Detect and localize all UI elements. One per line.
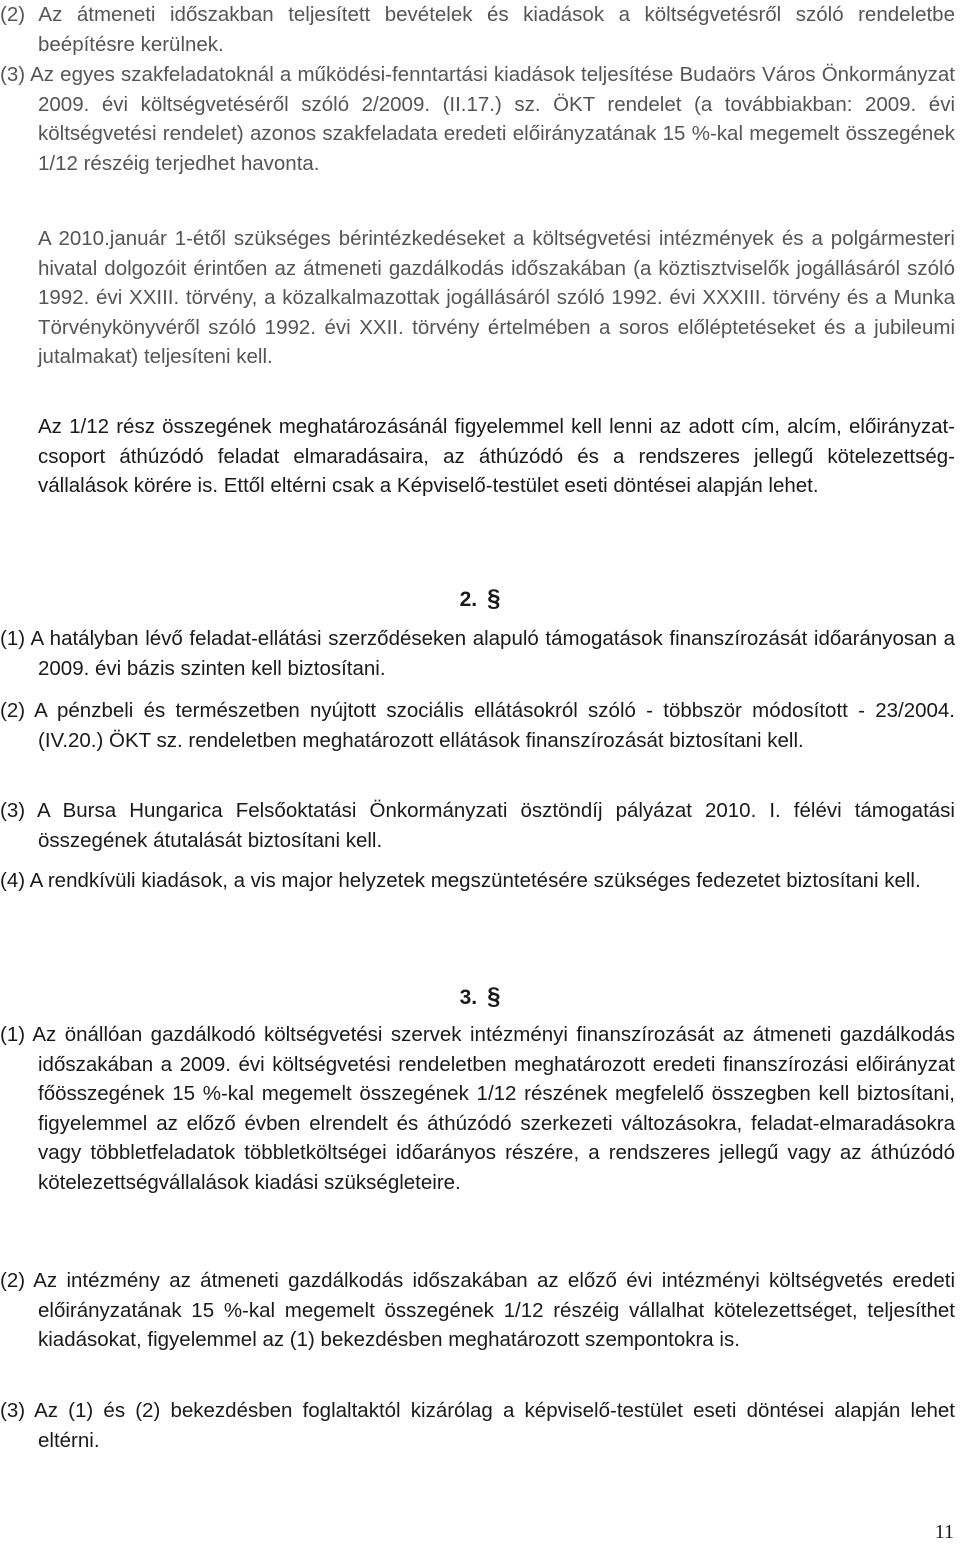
s3-paragraph-3: (3) Az (1) és (2) bekezdésben foglaltaktól kizárólag a képviselő-testület eseti döntései alapján lehet eltérni. [0,1399,955,1452]
section-number: 3. [459,986,478,1009]
s3-paragraph-2: (2) Az intézmény az átmeneti gazdálkodás időszakában az előző évi intézményi költségvetés eredeti előirányzatának 15 %-kal megemelt összegének 1/12 részéig vállalhat kötelezettséget, teljesíthet kiadásokat, figyelemmel az (1) bekezdésben meghatározott szempontokra is. [0,1269,955,1351]
s2-paragraph-4: (4) A rendkívüli kiadások, a vis major helyzetek megszüntetésére szükséges fedezetet biztosítani kell. [0,869,921,892]
s2-paragraph-1: (1) A hatályban lévő feladat-ellátási szerződéseken alapuló támogatások finanszírozását időarányosan a 2009. évi bázis szinten kell biztosítani. [0,627,955,680]
section-heading-2 [0,584,960,615]
s2-paragraph-3: (3) A Bursa Hungarica Felsőoktatási Önkormányzati ösztöndíj pályázat 2010. I. félévi támogatási összegének átutalását biztosítani kell. [0,799,955,852]
paragraph-operating-expenses: (3) Az egyes szakfeladatoknál a működési-fenntartási kiadások teljesítése Budaörs Város Önkormányzat 2009. évi költségvetéséről szóló 2/2009. (II.17.) sz. ÖKT rendelet (a továbbiakban: 2009. évi költségvetési rendelet) azonos szakfeladata eredeti előirányzatának 15 %-kal megemelt összegének 1/12 részéig terjedhet havonta. [0,63,955,175]
section-number: 2. [459,588,478,611]
section-heading-3 [0,982,960,1013]
paragraph-transition-revenues: (2) Az átmeneti időszakban teljesített bevételek és kiadások a költségvetésről szóló rendeletbe beépítésre kerülnek. [0,3,955,56]
paragraph-symbol: § [487,983,501,1010]
s2-paragraph-2: (2) A pénzbeli és természetben nyújtott szociális ellátásokról szóló - többször módosított - 23/2004. (IV.20.) ÖKT sz. rendeletben meghatározott ellátások finanszírozását biztosítani kell. [0,699,955,752]
paragraph-symbol: § [487,585,501,612]
paragraph-one-twelfth: Az 1/12 rész összegének meghatározásánál figyelemmel kell lenni az adott cím, alcím, előirányzat-csoport áthúzódó feladat elmaradásaira, az áthúzódó és a rendszeres jellegű kötelezettség-vállalások körére is. Ettől eltérni csak a Képviselő-testület eseti döntései alapján lehet. [38,415,955,497]
page-number: 11 [934,1521,954,1543]
paragraph-wage-measures: A 2010.január 1-étől szükséges bérintézkedéseket a költségvetési intézmények és a polgármesteri hivatal dolgozóit érintően az átmeneti gazdálkodás időszakában (a köztisztviselők jogállásáról szóló 1992. évi XXIII. törvény, a közalkalmazottak jogállásáról szóló 1992. évi XXXIII. törvény és a Munka Törvénykönyvéről szóló 1992. évi XXII. törvény értelmében a soros előléptetéseket és a jubileumi jutalmakat) teljesíteni kell. [38,227,955,368]
s3-paragraph-1: (1) Az önállóan gazdálkodó költségvetési szervek intézményi finanszírozását az átmeneti gazdálkodás időszakában a 2009. évi költségvetési rendeletben meghatározott eredeti finanszírozási előirányzat főösszegének 15 %-kal megemelt összegének 1/12 részének megfelelő összegben kell biztosítani, figyelemmel az előző évben elrendelt és áthúzódó szerkezeti változásokra, feladat-elmaradásokra vagy többletfeladatok többletköltségei időarányos részére, a rendszeres jellegű vagy az áthúzódó kötelezettségvállalások kiadási szükségleteire. [0,1023,955,1194]
